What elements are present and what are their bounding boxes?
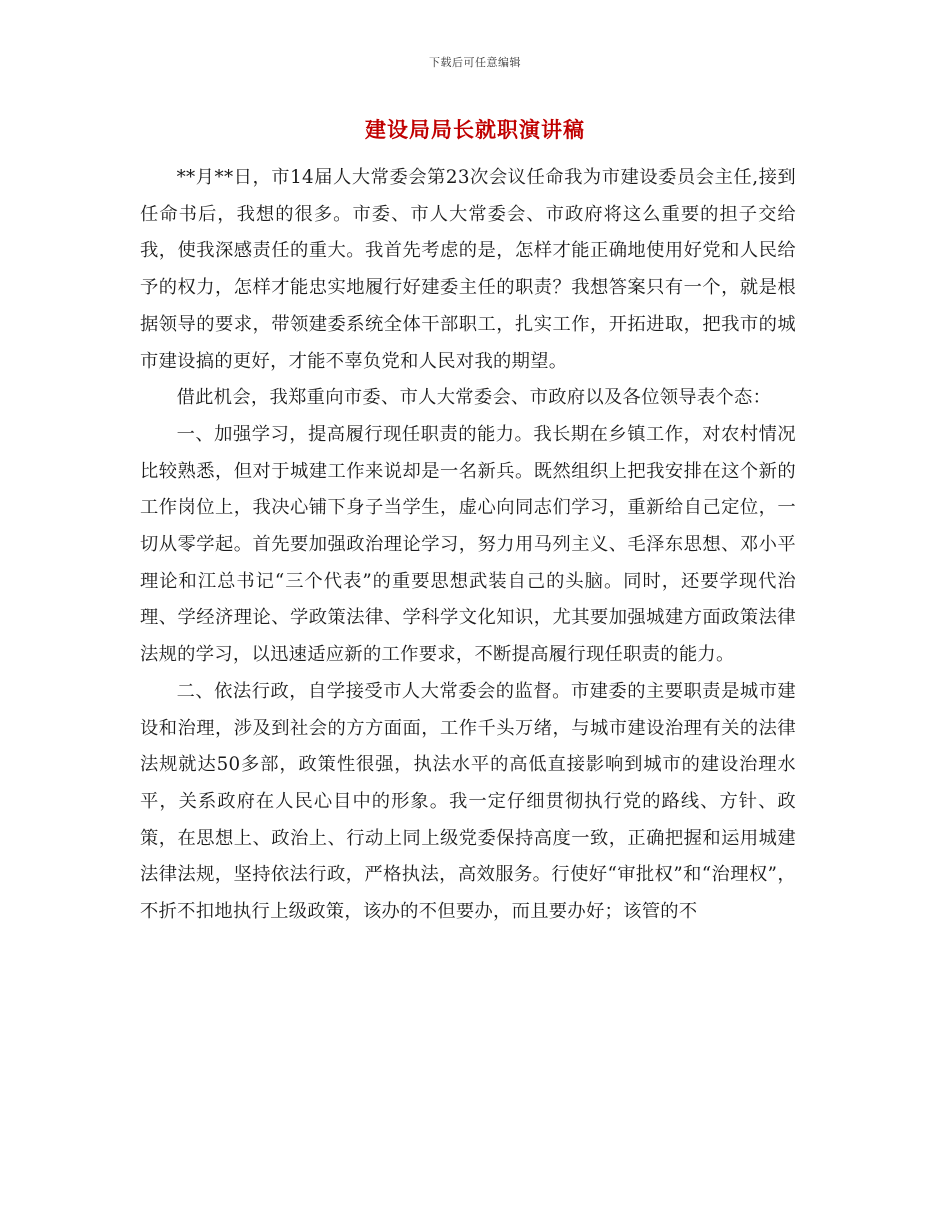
- paragraph-1: **月**日，市14届人大常委会第23次会议任命我为市建设委员会主任,接到任命书后，我想的很多。市委、市人大常委会、市政府将这么重要的担子交给我，使我深感责任的重大。我首先考虑的是，怎样才能正确地使用好党和人民给予的权力，怎样才能忠实地履行好建委主任的职责？我想答案只有一个，就是根据领导的要求，带领建委系统全体干部职工，扎实工作，开拓进取，把我市的城市建设搞的更好，才能不辜负党和人民对我的期望。: [140, 167, 796, 372]
- paragraph-3: 一、加强学习，提高履行现任职责的能力。我长期在乡镇工作，对农村情况比较熟悉，但对于城建工作来说却是一名新兵。既然组织上把我安排在这个新的工作岗位上，我决心铺下身子当学生，虚心向同志们学习，重新给自己定位，一切从零学起。首先要加强政治理论学习，努力用马列主义、毛泽东思想、邓小平理论和江总书记“三个代表”的重要思想武装自己的头脑。同时，还要学现代治理、学经济理论、学政策法律、学科学文化知识，尤其要加强城建方面政策法律法规的学习，以迅速适应新的工作要求，不断提高履行现任职责的能力。: [140, 423, 796, 666]
- paragraph-4: 二、依法行政，自学接受市人大常委会的监督。市建委的主要职责是城市建设和治理，涉及到社会的方方面面，工作千头万绪，与城市建设治理有关的法律法规就达50多部，政策性很强，执法水平的高低直接影响到城市的建设治理水平，关系政府在人民心目中的形象。我一定仔细贯彻执行党的路线、方针、政策，在思想上、政治上、行动上同上级党委保持高度一致，正确把握和运用城建法律法规，坚持依法行政，严格执法，高效服务。行使好“审批权”和“治理权”，不折不扣地执行上级政策，该办的不但要办，而且要办好；该管的不: [140, 680, 796, 923]
- document-body: [140, 160, 796, 931]
- header-note: 下载后可任意编辑: [429, 56, 521, 69]
- paragraph-2: 借此机会，我郑重向市委、市人大常委会、市政府以及各位领导表个态：: [176, 387, 772, 409]
- document-title: 建设局局长就职演讲稿: [365, 117, 585, 142]
